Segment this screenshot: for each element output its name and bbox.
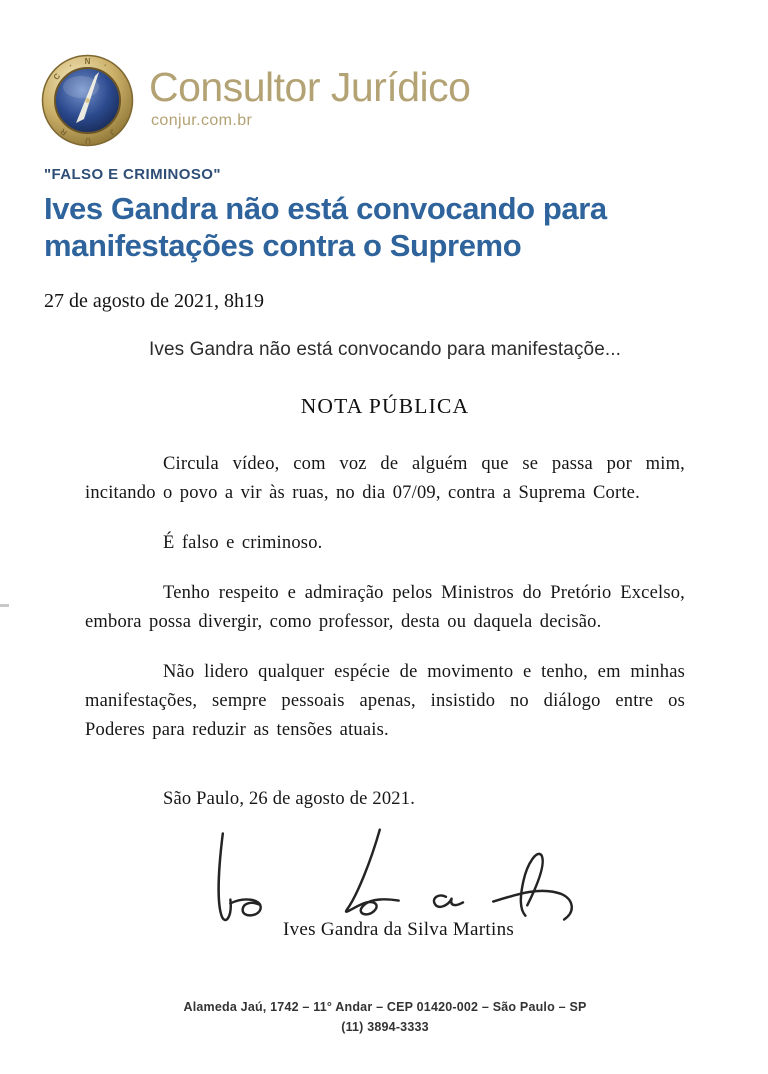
note-title: NOTA PÚBLICA — [300, 394, 470, 419]
note-letterhead-footer — [85, 997, 685, 1037]
site-logo-link[interactable] — [149, 64, 471, 130]
note-paragraph: Tenho respeito e admiração pelos Ministros do Pretório Excelso, embora possa divergir, como professor, desta ou daquela decisão. — [85, 583, 685, 633]
note-place-date: São Paulo, 26 de agosto de 2021. — [163, 789, 416, 810]
public-note-scan — [85, 339, 685, 1037]
site-wordmark: Consultor Jurídico — [149, 64, 471, 110]
handwritten-signature-icon — [193, 824, 593, 928]
site-header — [0, 0, 768, 148]
note-body — [85, 450, 685, 745]
conjur-compass-logo-icon[interactable] — [40, 53, 135, 148]
scan-artifact-mark — [0, 604, 9, 607]
article-headline: Ives Gandra não está convocando para manifestações contra o Supremo — [44, 191, 607, 264]
site-domain: conjur.com.br — [151, 112, 253, 129]
article-kicker: "FALSO E CRIMINOSO" — [44, 166, 221, 183]
note-paragraph: É falso e criminoso. — [163, 533, 323, 554]
note-caption: Ives Gandra não está convocando para manifestaçõe... — [148, 339, 622, 361]
logo-bezel-letters: C · N · J U R — [51, 56, 117, 145]
article-head — [0, 148, 768, 313]
signature-graphic — [193, 824, 685, 933]
footer-address: Alameda Jaú, 1742 – 11° Andar – CEP 01420-002 – São Paulo – SP — [183, 1000, 587, 1015]
note-paragraph: Não lidero qualquer espécie de movimento e tenho, em minhas manifestações, sempre pessoais apenas, insistido no diálogo entre os Poderes para reduzir as tensões atuais. — [85, 662, 685, 741]
footer-phone: (11) 3894-3333 — [341, 1020, 429, 1035]
note-paragraph: Circula vídeo, com voz de alguém que se passa por mim, incitando o povo a vir às ruas, no dia 07/09, contra a Suprema Corte. — [85, 454, 685, 504]
article-date: 27 de agosto de 2021, 8h19 — [44, 290, 264, 313]
signatory-name: Ives Gandra da Silva Martins — [283, 919, 515, 941]
